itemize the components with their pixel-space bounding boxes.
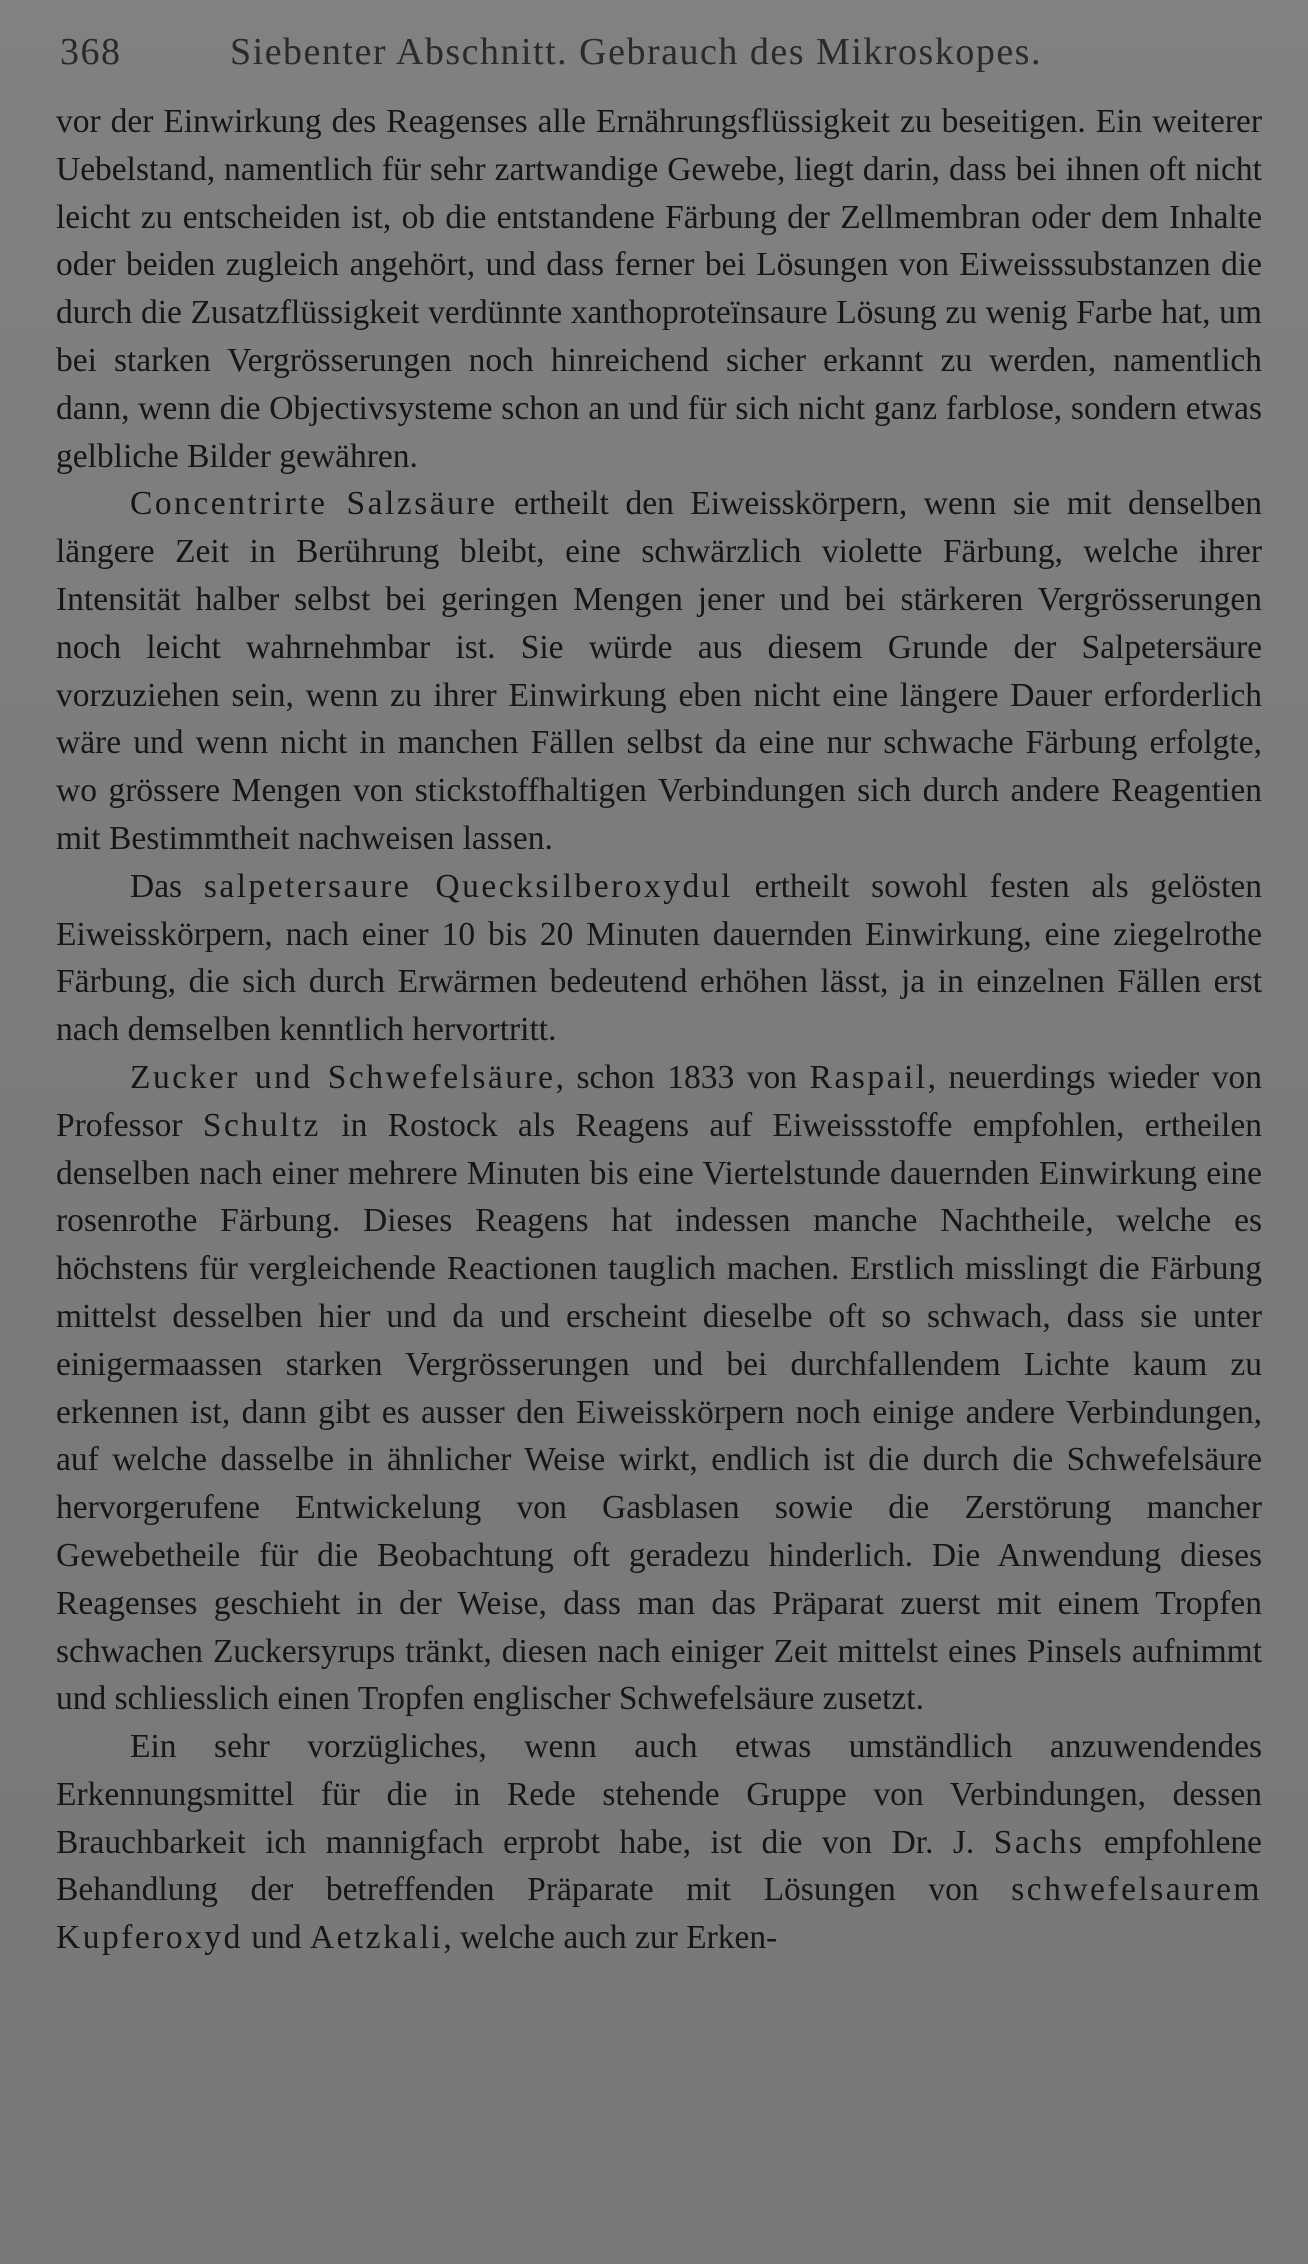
- text-segment: , neuerdings wieder von Professor: [56, 1058, 1263, 1144]
- text-segment: empfohlene Behandlung der betreffenden Präparate mit Lösungen von: [56, 1823, 1262, 1909]
- text-segment: Ein sehr vorzügliches, wenn auch etwas umständlich anzuwendendes Erkennungsmittel für die in Rede stehende Gruppe von Verbindungen, dessen Brauchbarkeit ich mannigfach erprobt habe, ist die von Dr. J.: [56, 1728, 1262, 1861]
- spaced-name: Raspail: [809, 1058, 928, 1096]
- paragraph-continuation: [56, 98, 1262, 480]
- text-segment: vor der Einwirkung des Reagenses alle Ernährungsflüssigkeit zu beseitigen. Ein weiterer Uebelstand, namentlich für sehr zartwandige Gewebe, liegt darin, dass bei ihnen oft nicht leicht zu entscheiden ist, ob die entstandene Färbung der Zellmembran oder dem Inhalte oder beiden zugleich angehört, und dass ferner bei Lösungen von Eiweisssubstanzen die durch die Zusatzflüssigkeit verdünnte xanthoproteïnsaure Lösung zu wenig Farbe hat, um bei starken Vergrösserungen noch hinreichend sicher erkannt zu werden, namentlich dann, wenn die Objectivsysteme schon an und für sich nicht ganz farblose, sondern etwas gelbliche Bilder gewähren.: [56, 103, 1262, 475]
- paragraph-zucker-schwefelsaeure: [56, 1054, 1262, 1723]
- spaced-name: Schultz: [202, 1106, 321, 1144]
- text-segment: in Rostock als Reagens auf Eiweissstoffe empfohlen, ertheilen denselben nach einer mehrere Minuten bis eine Viertelstunde dauernden Einwirkung eine rosenrothe Färbung. Dieses Reagens hat indessen manche Nachtheile, welche es höchstens für vergleichende Reactionen tauglich machen. Erstlich misslingt die Färbung mittelst desselben hier und da und erscheint dieselbe oft so schwach, dass sie unter einigermaassen starken Vergrösserungen und bei durchfallendem Lichte kaum zu erkennen ist, dann gibt es ausser den Eiweisskörpern noch einige andere Verbindungen, auf welche dasselbe in ähnlicher Weise wirkt, endlich ist die durch die Schwefelsäure hervorgerufene Entwickelung von Gasblasen sowie die Zerstörung mancher Gewebetheile für die Beobachtung oft geradezu hinderlich. Die Anwendung dieses Reagenses geschieht in der Weise, dass man das Präparat zuerst mit einem Tropfen schwachen Zuckersyrups tränkt, diesen nach einiger Zeit mittelst eines Pinsels aufnimmt und schliesslich einen Tropfen englischer Schwefelsäure zusetzt.: [56, 1106, 1262, 1718]
- text-segment: ertheilt sowohl festen als gelösten Eiweisskörpern, nach einer 10 bis 20 Minuten dauernden Einwirkung, eine ziegelrothe Färbung, die sich durch Erwärmen bedeutend erhöhen lässt, ja in einzelnen Fällen erst nach demselben kenntlich hervortritt.: [56, 867, 1262, 1049]
- paragraph-quecksilberoxydul: [56, 863, 1262, 1054]
- body-text: [56, 98, 1262, 1962]
- spaced-term: schwefelsaurem Kupferoxyd: [56, 1871, 1262, 1957]
- spaced-term: Concentrirte Salzsäure: [130, 485, 498, 523]
- page-number: 368: [60, 31, 122, 73]
- spaced-term: Zucker und Schwefelsäure: [130, 1058, 556, 1096]
- spaced-term: salpetersaure Quecksilberoxydul: [203, 867, 733, 905]
- text-segment: und: [242, 1919, 310, 1957]
- running-header: [60, 30, 1260, 80]
- running-title: Siebenter Abschnitt. Gebrauch des Mikroskopes.: [230, 31, 1042, 73]
- text-segment: Das: [130, 867, 204, 905]
- spaced-term: Aetzkali: [309, 1919, 444, 1957]
- text-segment: , welche auch zur Erken-: [443, 1919, 778, 1957]
- spaced-name: Sachs: [993, 1823, 1085, 1861]
- paragraph-salzsaeure: [56, 480, 1262, 862]
- text-segment: ertheilt den Eiweisskörpern, wenn sie mit denselben längere Zeit in Berührung bleibt, eine schwärzlich violette Färbung, welche ihrer Intensität halber selbst bei geringen Mengen jener und bei stärkeren Vergrösserungen noch leicht wahrnehmbar ist. Sie würde aus diesem Grunde der Salpetersäure vorzuziehen sein, wenn zu ihrer Einwirkung eben nicht eine längere Dauer erforderlich wäre und wenn nicht in manchen Fällen selbst da eine nur schwache Färbung erfolgte, wo grössere Mengen von stickstoffhaltigen Verbindungen sich durch andere Reagentien mit Bestimmtheit nachweisen lassen.: [56, 485, 1262, 857]
- paragraph-kupferoxyd: [56, 1723, 1262, 1962]
- text-segment: , schon 1833 von: [555, 1058, 810, 1096]
